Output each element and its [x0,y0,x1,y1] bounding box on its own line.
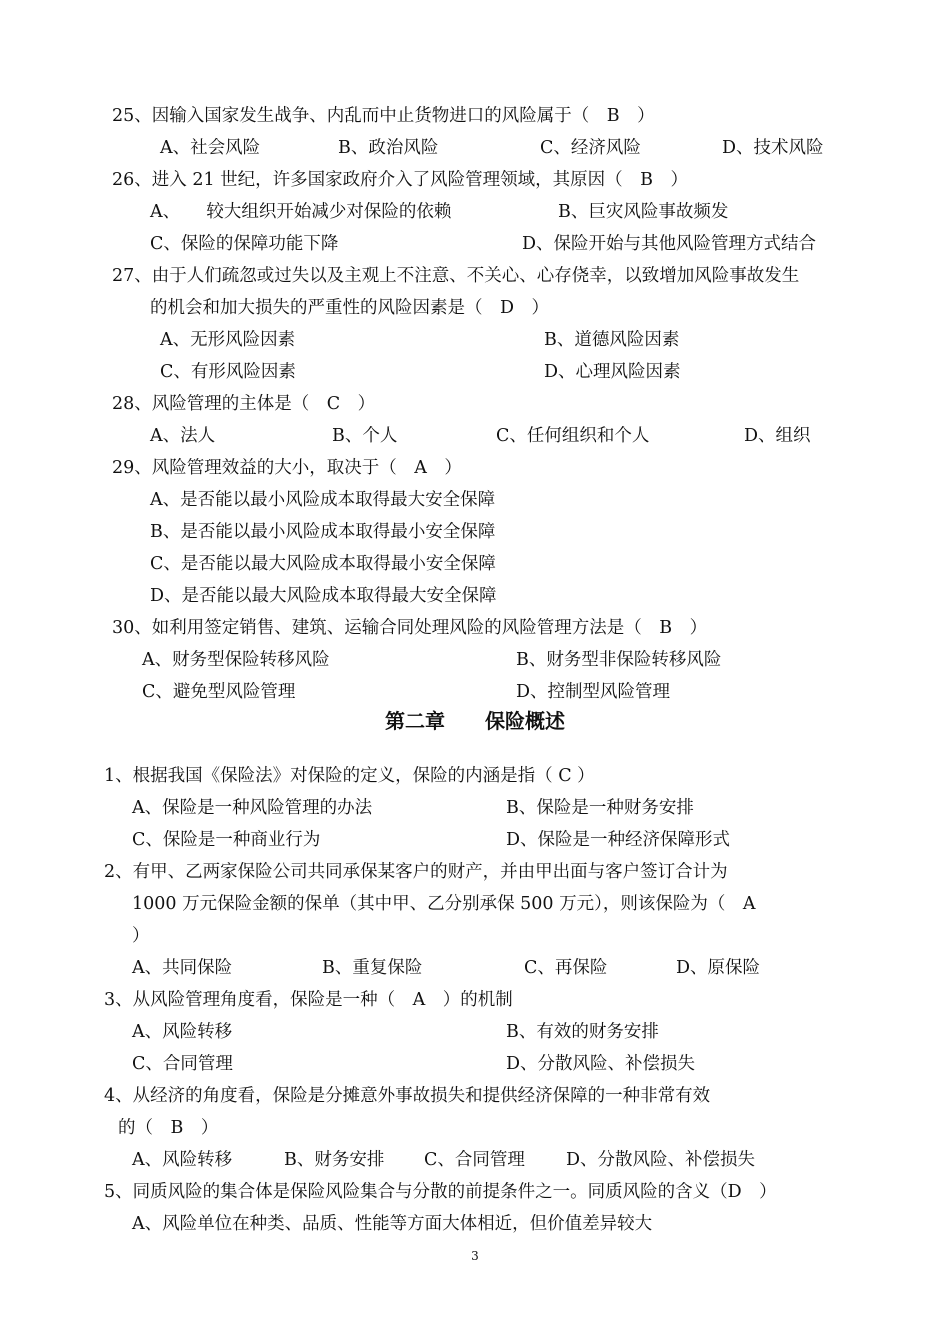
chapter2-question-5-option-a: A、风险单位在种类、品质、性能等方面大体相近，但价值差异较大 [132,1214,653,1234]
question-29-stem: 29、风险管理效益的大小，取决于（ A ） [112,458,462,478]
chapter2-question-1-option-d: D、保险是一种经济保障形式 [506,830,731,850]
question-26-option-b: B、巨灾风险事故频发 [558,202,729,222]
question-27-stem-line2: 的机会和加大损失的严重性的风险因素是（ D ） [150,298,550,318]
chapter2-question-4-stem-line1: 4、从经济的角度看，保险是分摊意外事故损失和提供经济保障的一种非常有效 [104,1086,711,1106]
chapter2-question-4-option-a: A、风险转移 [132,1150,233,1170]
question-30-option-b: B、财务型非保险转移风险 [516,650,722,670]
chapter2-question-3-option-d: D、分散风险、补偿损失 [506,1054,696,1074]
question-30-option-c: C、避免型风险管理 [142,682,296,702]
question-25-option-d: D、技术风险 [722,138,824,158]
chapter2-question-2-option-c: C、再保险 [524,958,608,978]
question-28-stem: 28、风险管理的主体是（ C ） [112,394,376,414]
chapter2-question-1-option-b: B、保险是一种财务安排 [506,798,694,818]
question-27-stem-line1: 27、由于人们疏忽或过失以及主观上不注意、不关心、心存侥幸，以致增加风险事故发生 [112,266,800,286]
question-27-option-d: D、心理风险因素 [544,362,681,382]
question-27-option-a: A、无形风险因素 [160,330,296,350]
question-28-option-c: C、任何组织和个人 [496,426,650,446]
question-25-stem: 25、因输入国家发生战争、内乱而中止货物进口的风险属于（ B ） [112,106,655,126]
chapter2-question-2-option-d: D、原保险 [676,958,761,978]
question-28-option-d: D、组织 [744,426,811,446]
question-30-stem: 30、如利用签定销售、建筑、运输合同处理风险的风险管理方法是（ B ） [112,618,708,638]
question-26-option-a: A、 较大组织开始减少对保险的依赖 [150,202,452,222]
chapter-title: 第二章 保险概述 [385,709,565,733]
question-25-option-a: A、社会风险 [160,138,261,158]
question-29-option-b: B、是否能以最小风险成本取得最小安全保障 [150,522,496,542]
chapter2-question-2-stem-line3: ） [132,926,150,946]
chapter2-question-1-option-c: C、保险是一种商业行为 [132,830,321,850]
chapter2-question-4-option-d: D、分散风险、补偿损失 [566,1150,756,1170]
chapter2-question-1-stem: 1、根据我国《保险法》对保险的定义，保险的内涵是指（ C ） [104,766,595,786]
question-28-option-b: B、个人 [332,426,398,446]
chapter2-question-4-option-b: B、财务安排 [284,1150,385,1170]
question-26-stem: 26、进入 21 世纪，许多国家政府介入了风险管理领域，其原因（ B ） [112,170,689,190]
chapter2-question-3-option-b: B、有效的财务安排 [506,1022,659,1042]
chapter2-question-3-stem: 3、从风险管理角度看，保险是一种（ A ）的机制 [104,990,513,1010]
chapter2-question-3-option-a: A、风险转移 [132,1022,233,1042]
question-27-option-b: B、道德风险因素 [544,330,680,350]
chapter2-question-2-stem-line1: 2、有甲、乙两家保险公司共同承保某客户的财产，并由甲出面与客户签订合计为 [104,862,728,882]
question-26-option-c: C、保险的保障功能下降 [150,234,339,254]
chapter2-question-4-option-c: C、合同管理 [424,1150,525,1170]
question-29-option-a: A、是否能以最小风险成本取得最大安全保障 [150,490,496,510]
question-29-option-d: D、是否能以最大风险成本取得最大安全保障 [150,586,497,606]
chapter2-question-4-stem-line2: 的（ B ） [118,1118,219,1138]
question-29-option-c: C、是否能以最大风险成本取得最小安全保障 [150,554,496,574]
question-26-option-d: D、保险开始与其他风险管理方式结合 [522,234,817,254]
chapter2-question-5-stem: 5、同质风险的集合体是保险风险集合与分散的前提条件之一。同质风险的含义（D ） [104,1182,777,1202]
chapter2-question-2-stem-line2: 1000 万元保险金额的保单（其中甲、乙分别承保 500 万元），则该保险为（ A [132,894,756,914]
chapter2-question-3-option-c: C、合同管理 [132,1054,233,1074]
question-27-option-c: C、有形风险因素 [160,362,296,382]
chapter2-question-2-option-a: A、共同保险 [132,958,233,978]
question-28-option-a: A、法人 [150,426,216,446]
question-25-option-c: C、经济风险 [540,138,641,158]
chapter2-question-2-option-b: B、重复保险 [322,958,423,978]
question-30-option-a: A、财务型保险转移风险 [142,650,330,670]
question-25-option-b: B、政治风险 [338,138,439,158]
chapter2-question-1-option-a: A、保险是一种风险管理的办法 [132,798,373,818]
question-30-option-d: D、控制型风险管理 [516,682,671,702]
page-number: 3 [471,1249,479,1263]
